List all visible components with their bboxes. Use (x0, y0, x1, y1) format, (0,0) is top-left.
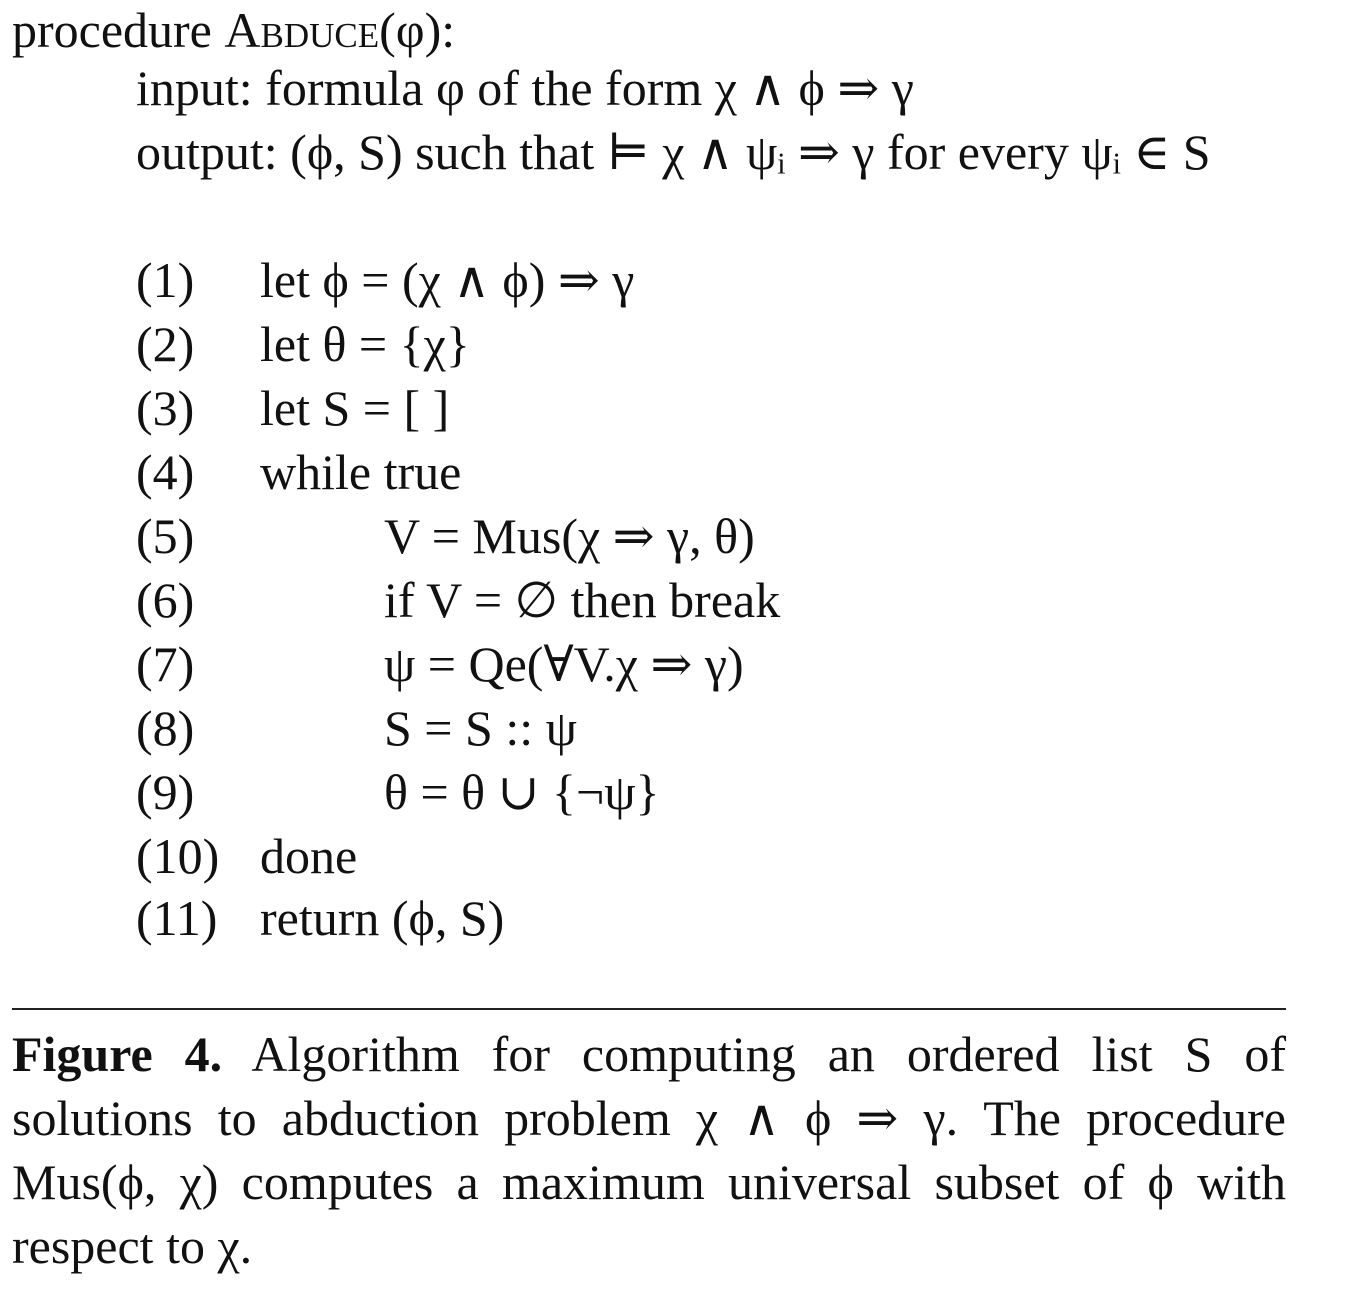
procedure-input: input: formula φ of the form χ ∧ ϕ ⇒ γ (136, 60, 914, 116)
step-text: while true (260, 444, 462, 500)
caption-divider (12, 1008, 1286, 1010)
caption-text: Algorithm for computing an ordered list S of solutions to abduction problem χ ∧ ϕ ⇒ γ. The procedure Mus(ϕ, χ) computes a maximum universal subset of ϕ with respect to χ. (12, 1026, 1287, 1274)
step-number: (5) (136, 508, 195, 564)
step-text: ψ = Qe(∀V.χ ⇒ γ) (384, 636, 744, 692)
figure-caption (12, 1022, 1286, 1278)
procedure-name: Abduce (224, 2, 380, 58)
caption-label: Figure 4. (12, 1026, 223, 1082)
step-text: θ = θ ∪ {¬ψ} (384, 764, 660, 820)
step-number: (10) (136, 828, 220, 884)
step-text: let S = [ ] (260, 380, 450, 436)
step-number: (2) (136, 316, 195, 372)
step-number: (4) (136, 444, 195, 500)
step-text: done (260, 828, 358, 884)
step-number: (8) (136, 700, 195, 756)
step-text: V = Mus(χ ⇒ γ, θ) (384, 508, 755, 564)
step-number: (11) (136, 890, 218, 946)
step-text: S = S :: ψ (384, 700, 577, 756)
step-text: let θ = {χ} (260, 316, 470, 372)
procedure-keyword: procedure (12, 2, 212, 58)
step-number: (3) (136, 380, 195, 436)
step-number: (1) (136, 252, 195, 308)
step-text: let ϕ = (χ ∧ ϕ) ⇒ γ (260, 252, 635, 308)
procedure-header (12, 0, 455, 60)
step-text: if V = ∅ then break (384, 572, 781, 628)
step-text: return (ϕ, S) (260, 890, 505, 946)
step-number: (6) (136, 572, 195, 628)
procedure-params: (φ): (379, 2, 456, 58)
step-number: (9) (136, 764, 195, 820)
procedure-output: output: (ϕ, S) such that ⊨ χ ∧ ψᵢ ⇒ γ for every ψᵢ ∈ S (136, 124, 1211, 180)
step-number: (7) (136, 636, 195, 692)
